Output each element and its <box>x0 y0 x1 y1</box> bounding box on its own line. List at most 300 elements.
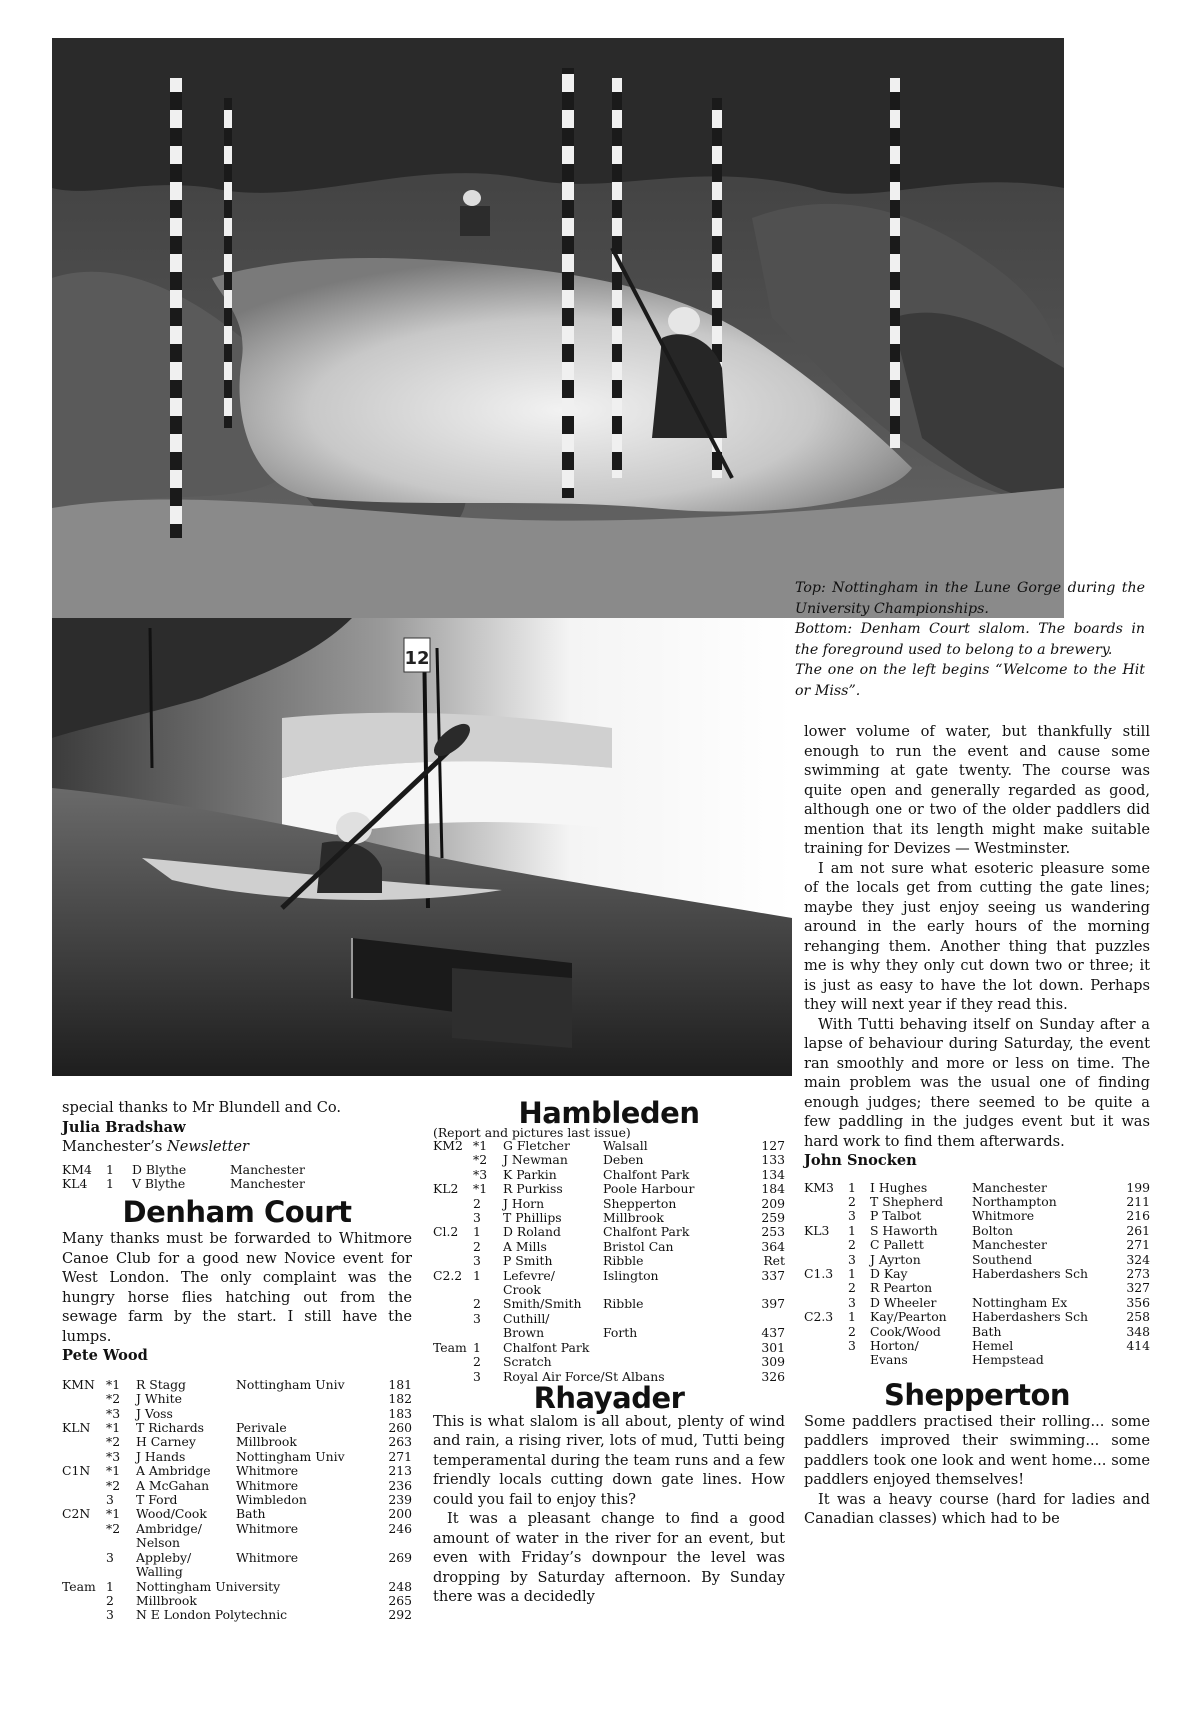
result-class <box>804 1253 848 1267</box>
result-class: KMN <box>62 1376 95 1392</box>
result-score: 271 <box>1126 1237 1150 1253</box>
result-club: Hempstead <box>972 1352 1044 1368</box>
result-place: 3 <box>473 1210 481 1226</box>
table-row <box>433 1312 785 1326</box>
result-place: 2 <box>848 1193 856 1209</box>
result-score: 239 <box>388 1492 412 1508</box>
result-competitor: Ambridge/ <box>136 1520 202 1536</box>
result-class <box>62 1493 106 1507</box>
result-competitor: D Blythe <box>132 1161 187 1177</box>
section-title-denham-court: Denham Court <box>122 1195 352 1230</box>
table-row <box>433 1225 785 1239</box>
result-place: 2 <box>848 1323 856 1339</box>
thanks-line: special thanks to Mr Blundell and Co. <box>62 1099 342 1116</box>
table-row <box>433 1240 785 1254</box>
result-competitor: T Richards <box>136 1420 205 1436</box>
result-place: 1 <box>106 1175 114 1191</box>
result-club: Bath <box>972 1323 1002 1339</box>
table-row <box>62 1177 390 1191</box>
result-class <box>62 1608 106 1622</box>
gate-number: 12 <box>404 648 430 669</box>
result-class <box>62 1479 106 1493</box>
result-competitor: R Pearton <box>870 1280 933 1296</box>
result-class: C2N <box>62 1506 91 1522</box>
result-class <box>804 1296 848 1310</box>
result-place: *3 <box>106 1448 121 1464</box>
result-place: 1 <box>473 1224 481 1240</box>
result-class: Cl.2 <box>433 1224 459 1240</box>
result-club: Hemel <box>972 1337 1014 1353</box>
result-class <box>62 1435 106 1449</box>
result-competitor: Evans <box>870 1352 908 1368</box>
result-class <box>804 1209 848 1223</box>
result-club <box>236 1536 374 1550</box>
table-row <box>62 1551 412 1565</box>
result-club: Chalfont Park <box>603 1224 690 1240</box>
rhayader-paragraph-1: This is what slalom is all about, plenty of wind and rain, a rising river, lots of mud, Tutti being temperamental during the team runs and a few friendly locals cutting down gate lines. How could you fail to enjoy this? <box>433 1412 785 1508</box>
result-competitor: J Horn <box>503 1195 545 1211</box>
table-row <box>433 1326 785 1340</box>
result-competitor: Cuthill/ <box>503 1310 550 1326</box>
result-club: Millbrook <box>236 1434 297 1450</box>
result-score: 437 <box>761 1325 785 1341</box>
result-class <box>433 1153 473 1167</box>
result-club <box>236 1594 374 1608</box>
result-class <box>433 1370 473 1384</box>
result-place <box>106 1536 136 1550</box>
result-score: 292 <box>388 1607 412 1623</box>
result-class: C1.3 <box>804 1265 834 1281</box>
result-class: KLN <box>62 1420 91 1436</box>
result-club <box>603 1312 743 1326</box>
result-score: 260 <box>388 1420 412 1436</box>
result-score: 127 <box>761 1138 785 1153</box>
hambleden-results-table <box>433 1139 785 1384</box>
result-score <box>743 1283 785 1297</box>
result-score: 397 <box>761 1296 785 1312</box>
section-title-hambleden: Hambleden <box>518 1096 700 1130</box>
manchester-results-table <box>62 1163 390 1192</box>
result-score: 265 <box>388 1592 412 1608</box>
table-row <box>62 1479 412 1493</box>
table-row <box>804 1267 1150 1281</box>
table-row <box>62 1435 412 1449</box>
result-class: Team <box>62 1578 96 1594</box>
denham-results-table <box>62 1378 412 1623</box>
author-pete-wood: Pete Wood <box>62 1347 148 1365</box>
result-place <box>106 1565 136 1579</box>
table-row <box>804 1339 1150 1353</box>
result-club: Bolton <box>972 1222 1013 1238</box>
result-class: C2.3 <box>804 1309 834 1325</box>
result-class <box>62 1551 106 1565</box>
result-place: 1 <box>473 1339 481 1355</box>
result-score: Ret <box>763 1253 785 1269</box>
result-club: Shepperton <box>603 1195 677 1211</box>
result-competitor: K Parkin <box>503 1166 557 1182</box>
denham-court-paragraph: Many thanks must be forwarded to Whitmore Canoe Club for a good new Novice event for West London. The only complaint was the hungry horse flies hatching out from the sewage farm by the start. I still have the lumps. <box>62 1230 412 1345</box>
table-row <box>62 1163 390 1177</box>
rhayader-paragraph-2: It was a pleasant change to find a good amount of water in the river for an event, but even with Friday’s downpour the level was dropping by Saturday afternoon. By Sunday there was a decidedly <box>433 1510 785 1606</box>
table-row <box>433 1197 785 1211</box>
result-club: Haberdashers Sch <box>972 1309 1088 1325</box>
result-score: 261 <box>1126 1222 1150 1238</box>
result-club: Whitmore <box>236 1463 299 1479</box>
result-place: 3 <box>848 1294 856 1310</box>
result-class <box>804 1353 848 1367</box>
rhayader-paragraph-3: lower volume of water, but thankfully still enough to run the event and cause some swimming at gate twenty. The course was quite open and generally regarded as good, although one or two of the older paddlers did mention that its length might make suitable training for Devizes — Westminster. <box>804 723 1150 857</box>
result-club <box>603 1341 743 1355</box>
result-score: 209 <box>761 1195 785 1211</box>
result-score: 327 <box>1126 1280 1150 1296</box>
result-class <box>62 1536 106 1550</box>
table-row <box>62 1392 412 1406</box>
result-score: 184 <box>761 1181 785 1197</box>
result-score: 213 <box>388 1463 412 1479</box>
table-row <box>804 1224 1150 1238</box>
result-score: 263 <box>388 1434 412 1450</box>
result-score: 356 <box>1126 1294 1150 1310</box>
result-place <box>473 1283 503 1297</box>
result-class: C1N <box>62 1463 91 1479</box>
result-score: 236 <box>388 1477 412 1493</box>
result-competitor: Millbrook <box>136 1592 197 1608</box>
table-row <box>62 1536 412 1550</box>
result-place: 1 <box>848 1222 856 1238</box>
table-row <box>433 1283 785 1297</box>
result-class <box>62 1522 106 1536</box>
result-competitor: V Blythe <box>132 1175 186 1191</box>
shepperton-paragraph-2: It was a heavy course (hard for ladies and Canadian classes) which had to be <box>804 1490 1150 1528</box>
result-class <box>62 1392 106 1406</box>
result-class: Team <box>433 1339 467 1355</box>
result-club <box>236 1407 374 1421</box>
result-score: 337 <box>761 1267 785 1283</box>
result-competitor: G Fletcher <box>503 1138 570 1153</box>
table-row <box>433 1297 785 1311</box>
result-place: 1 <box>473 1267 481 1283</box>
caption-top: Top: Nottingham in the Lune Gorge during the University Championships. <box>795 580 1145 617</box>
result-score: 216 <box>1126 1208 1150 1224</box>
caption-quote: The one on the left begins “Welcome to the Hit or Miss”. <box>795 662 1145 699</box>
result-competitor: H Carney <box>136 1434 196 1450</box>
result-competitor: T Ford <box>136 1492 178 1508</box>
result-score: 182 <box>388 1391 412 1407</box>
result-class <box>804 1339 848 1353</box>
result-score: 133 <box>761 1152 785 1168</box>
table-row <box>804 1353 1150 1367</box>
result-score <box>360 1177 390 1191</box>
table-row <box>804 1325 1150 1339</box>
result-competitor: Nottingham University <box>136 1578 281 1594</box>
result-club <box>236 1565 374 1579</box>
result-competitor: Kay/Pearton <box>870 1309 947 1325</box>
author-julia-bradshaw: Julia Bradshaw <box>62 1118 186 1136</box>
result-score: 258 <box>1126 1309 1150 1325</box>
result-club: Wimbledon <box>236 1492 307 1508</box>
result-club: Manchester <box>230 1175 305 1191</box>
result-club: Haberdashers Sch <box>972 1265 1088 1281</box>
result-class <box>433 1240 473 1254</box>
result-place: 3 <box>848 1337 856 1353</box>
result-club: Manchester <box>972 1179 1047 1195</box>
table-row <box>804 1281 1150 1295</box>
table-row <box>62 1580 412 1594</box>
result-place: 3 <box>848 1208 856 1224</box>
result-competitor: Nelson <box>136 1535 180 1551</box>
result-score: 326 <box>761 1368 785 1384</box>
result-score: 324 <box>1126 1251 1150 1267</box>
result-class <box>433 1355 473 1369</box>
result-competitor: R Purkiss <box>503 1181 563 1197</box>
result-competitor: Brown <box>503 1325 545 1341</box>
result-competitor: Lefevre/ <box>503 1267 555 1283</box>
table-row <box>433 1139 785 1153</box>
result-score: 181 <box>388 1376 412 1392</box>
table-row <box>62 1565 412 1579</box>
result-score: 246 <box>388 1520 412 1536</box>
result-class <box>433 1283 473 1297</box>
source-line: Manchester’s Newsletter <box>62 1138 250 1155</box>
caption-bottom: Bottom: Denham Court slalom. The boards in the foreground used to belong to a brewery. <box>795 621 1145 658</box>
result-club: Manchester <box>972 1237 1047 1253</box>
left-column <box>62 1098 412 1623</box>
result-club: Bath <box>236 1506 266 1522</box>
result-score: 269 <box>388 1549 412 1565</box>
result-score: 273 <box>1126 1265 1150 1281</box>
result-club: Whitmore <box>236 1549 299 1565</box>
result-place: *2 <box>106 1391 121 1407</box>
result-score: 248 <box>388 1578 412 1594</box>
middle-column <box>433 1096 785 1607</box>
result-score: 183 <box>388 1405 412 1421</box>
result-class <box>804 1281 848 1295</box>
result-club <box>603 1355 743 1369</box>
result-score <box>743 1312 785 1326</box>
result-competitor: D Roland <box>503 1224 561 1240</box>
result-competitor: J Hands <box>136 1448 186 1464</box>
result-score: 309 <box>761 1354 785 1370</box>
result-place <box>848 1353 870 1367</box>
result-score: 364 <box>761 1238 785 1254</box>
result-score <box>374 1565 412 1579</box>
result-class <box>804 1325 848 1339</box>
result-class: KL3 <box>804 1222 830 1238</box>
result-place: 2 <box>106 1592 114 1608</box>
result-place: *2 <box>106 1477 121 1493</box>
table-row <box>433 1355 785 1369</box>
table-row <box>62 1507 412 1521</box>
shepperton-paragraph-1: Some paddlers practised their rolling... some paddlers improved their swimming... some paddlers took one look and went home... some paddlers enjoyed themselves! <box>804 1412 1150 1489</box>
result-place: 2 <box>848 1237 856 1253</box>
result-competitor: T Shepherd <box>870 1193 944 1209</box>
result-score: 348 <box>1126 1323 1150 1339</box>
result-class <box>433 1312 473 1326</box>
result-club: Bristol Can <box>603 1238 674 1254</box>
result-club: Ribble <box>603 1296 644 1312</box>
result-club: Chalfont Park <box>603 1166 690 1182</box>
right-column <box>804 722 1150 1529</box>
result-competitor: Wood/Cook <box>136 1506 207 1522</box>
result-place: *1 <box>106 1420 121 1436</box>
result-club: Walsall <box>603 1138 648 1153</box>
table-row <box>62 1608 412 1622</box>
result-competitor: Scratch <box>503 1354 552 1370</box>
result-class: KM3 <box>804 1179 834 1195</box>
result-class: C2.2 <box>433 1267 463 1283</box>
table-row <box>804 1310 1150 1324</box>
result-score <box>374 1536 412 1550</box>
result-class <box>433 1326 473 1340</box>
result-class <box>433 1211 473 1225</box>
result-competitor: J Newman <box>503 1152 568 1168</box>
result-competitor: S Haworth <box>870 1222 938 1238</box>
result-competitor: R Stagg <box>136 1376 186 1392</box>
result-place: 3 <box>106 1607 114 1623</box>
result-place: 1 <box>848 1265 856 1281</box>
table-row <box>804 1253 1150 1267</box>
result-class <box>433 1197 473 1211</box>
table-row <box>804 1181 1150 1195</box>
result-club: Northampton <box>972 1193 1057 1209</box>
result-class: KM2 <box>433 1138 463 1153</box>
result-place: 2 <box>473 1296 481 1312</box>
result-club: Nottingham Univ <box>236 1448 345 1464</box>
result-club: Perivale <box>236 1420 287 1436</box>
rhayader-results-table <box>804 1181 1150 1368</box>
result-place: 1 <box>848 1309 856 1325</box>
result-place: 3 <box>473 1368 481 1384</box>
result-club: Ribble <box>603 1253 644 1269</box>
result-score: 134 <box>761 1166 785 1182</box>
result-place: *1 <box>106 1463 121 1479</box>
result-competitor: A Mills <box>503 1238 547 1254</box>
result-score <box>360 1163 390 1177</box>
result-competitor: D Kay <box>870 1265 908 1281</box>
result-place: 3 <box>473 1310 481 1326</box>
result-class <box>62 1407 106 1421</box>
section-title-rhayader: Rhayader <box>533 1380 685 1415</box>
result-club: Nottingham Univ <box>236 1376 345 1392</box>
result-class: KM4 <box>62 1161 92 1177</box>
table-row <box>433 1341 785 1355</box>
result-competitor: P Smith <box>503 1253 553 1269</box>
result-score: 253 <box>761 1224 785 1240</box>
result-place: 2 <box>473 1195 481 1211</box>
result-place: *3 <box>106 1405 121 1421</box>
result-class: KL4 <box>62 1175 88 1191</box>
result-place: 2 <box>473 1354 481 1370</box>
section-title-shepperton: Shepperton <box>883 1377 1071 1412</box>
table-row <box>62 1450 412 1464</box>
result-club: Whitmore <box>236 1477 299 1493</box>
result-competitor: P Talbot <box>870 1208 922 1224</box>
author-john-snocken: John Snocken <box>804 1152 917 1169</box>
result-place: *2 <box>106 1434 121 1450</box>
result-place <box>473 1326 503 1340</box>
result-class <box>433 1254 473 1268</box>
result-place: 3 <box>473 1253 481 1269</box>
table-row <box>62 1522 412 1536</box>
result-score: 259 <box>761 1210 785 1226</box>
photo-lune-gorge <box>52 38 1064 618</box>
result-club: Whitmore <box>972 1208 1035 1224</box>
table-row <box>804 1195 1150 1209</box>
table-row <box>62 1407 412 1421</box>
result-competitor: Appleby/ <box>136 1549 192 1565</box>
result-club: Nottingham Ex <box>972 1294 1068 1310</box>
result-competitor: Royal Air Force/St Albans <box>503 1368 665 1384</box>
result-competitor: A McGahan <box>136 1477 210 1493</box>
table-row <box>804 1209 1150 1223</box>
photo-caption <box>795 578 1145 701</box>
table-row <box>62 1421 412 1435</box>
table-row <box>62 1464 412 1478</box>
result-competitor: J Ayrton <box>870 1251 921 1267</box>
result-place: 1 <box>106 1161 114 1177</box>
rhayader-paragraph-4: I am not sure what esoteric pleasure some of the locals get from cutting the gate lines; maybe they just enjoy seeing us wandering around in the early hours of the morning rehanging them. Another thing that puzzles me is why they only cut down two or three; it is just as easy to have the lot down. Perhaps they will next year if they read this. <box>804 859 1150 1013</box>
result-class <box>62 1565 106 1579</box>
table-row <box>62 1594 412 1608</box>
result-club: Islington <box>603 1267 659 1283</box>
result-score <box>1112 1353 1150 1367</box>
table-row <box>433 1211 785 1225</box>
result-place: 2 <box>473 1238 481 1254</box>
result-competitor: Chalfont Park <box>503 1339 590 1355</box>
table-row <box>62 1378 412 1392</box>
result-competitor: J Voss <box>136 1405 173 1421</box>
result-score: 211 <box>1126 1193 1150 1209</box>
result-place: 3 <box>106 1549 114 1565</box>
table-row <box>433 1168 785 1182</box>
result-class <box>433 1168 473 1182</box>
result-competitor: Smith/Smith <box>503 1296 582 1312</box>
result-club: Deben <box>603 1152 644 1168</box>
table-row <box>804 1296 1150 1310</box>
result-class: KL2 <box>433 1181 459 1197</box>
result-club: Millbrook <box>603 1210 664 1226</box>
result-place: *1 <box>473 1138 488 1153</box>
result-score: 200 <box>388 1506 412 1522</box>
result-place: *1 <box>473 1181 488 1197</box>
result-club <box>603 1283 743 1297</box>
result-place: *1 <box>106 1506 121 1522</box>
result-competitor: C Pallett <box>870 1237 924 1253</box>
result-place: *2 <box>473 1152 488 1168</box>
result-competitor: I Hughes <box>870 1179 928 1195</box>
table-row <box>433 1269 785 1283</box>
result-class <box>433 1297 473 1311</box>
result-competitor: Walling <box>136 1564 183 1580</box>
result-place: *3 <box>473 1166 488 1182</box>
photo-denham-court <box>52 618 792 1076</box>
table-row <box>804 1238 1150 1252</box>
result-competitor: N E London Polytechnic <box>136 1607 288 1623</box>
result-class <box>804 1195 848 1209</box>
result-place: 3 <box>106 1492 114 1508</box>
result-club <box>972 1281 1112 1295</box>
result-competitor: A Ambridge <box>136 1463 211 1479</box>
result-place: *1 <box>106 1376 121 1392</box>
table-row <box>433 1153 785 1167</box>
result-club: Southend <box>972 1251 1033 1267</box>
result-score: 199 <box>1126 1179 1150 1195</box>
result-place: 1 <box>848 1179 856 1195</box>
result-place: 2 <box>848 1280 856 1296</box>
result-club <box>236 1392 374 1406</box>
result-club: Manchester <box>230 1161 305 1177</box>
table-row <box>433 1254 785 1268</box>
